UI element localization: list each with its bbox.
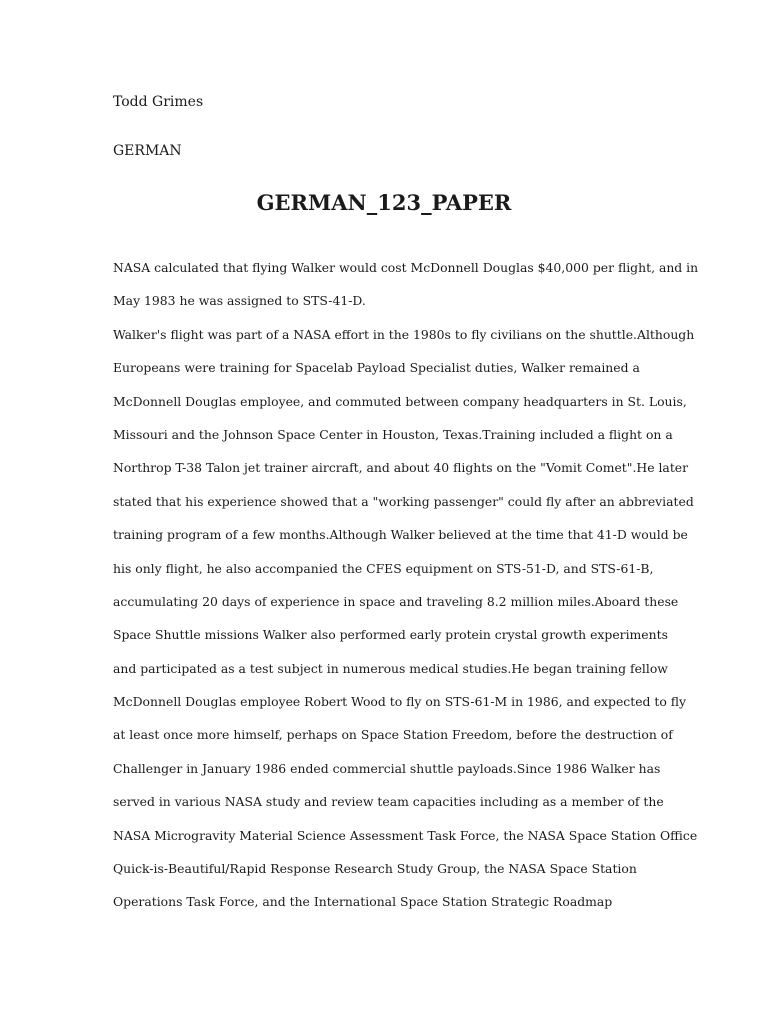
body-line: Northrop T-38 Talon jet trainer aircraft, and about 40 flights on the "Vomit Comet".He later [113, 460, 689, 476]
body-line: training program of a few months.Although Walker believed at the time that 41-D would be [113, 527, 688, 543]
body-line: Walker's flight was part of a NASA effort in the 1980s to fly civilians on the shuttle.Although [113, 326, 695, 342]
body-line: and participated as a test subject in numerous medical studies.He began training fellow [113, 660, 668, 676]
body-line: served in various NASA study and review team capacities including as a member of the [113, 794, 664, 810]
body-line: Missouri and the Johnson Space Center in Houston, Texas.Training included a flight on a [113, 426, 673, 442]
body-line: stated that his experience showed that a "working passenger" could fly after an abbreviated [113, 493, 694, 509]
author-name: Todd Grimes [113, 94, 204, 110]
body-line: at least once more himself, perhaps on Space Station Freedom, before the destruction of [113, 727, 673, 743]
body-line: accumulating 20 days of experience in space and traveling 8.2 million miles.Aboard these [113, 593, 679, 609]
body-line: May 1983 he was assigned to STS-41-D. [113, 293, 366, 309]
body-line: NASA calculated that flying Walker would cost McDonnell Douglas $40,000 per flight, and in [113, 260, 699, 275]
body-line: Operations Task Force, and the International Space Station Strategic Roadmap [113, 894, 613, 910]
document-title: GERMAN_123_PAPER [256, 190, 512, 215]
document-body [113, 251, 699, 919]
body-line: Europeans were training for Spacelab Payload Specialist duties, Walker remained a [113, 360, 640, 376]
body-line: Challenger in January 1986 ended commercial shuttle payloads.Since 1986 Walker has [113, 760, 661, 776]
body-line: Space Shuttle missions Walker also performed early protein crystal growth experiments [113, 627, 668, 643]
body-line: his only flight, he also accompanied the CFES equipment on STS-51-D, and STS-61-B, [113, 560, 654, 576]
body-line: McDonnell Douglas employee Robert Wood to fly on STS-61-M in 1986, and expected to fly [113, 694, 687, 710]
body-line: McDonnell Douglas employee, and commuted between company headquarters in St. Louis, [113, 393, 687, 409]
body-line: NASA Microgravity Material Science Assessment Task Force, the NASA Space Station Office [113, 827, 698, 843]
course-name: GERMAN [113, 143, 182, 159]
body-line: Quick-is-Beautiful/Rapid Response Research Study Group, the NASA Space Station [113, 861, 637, 877]
